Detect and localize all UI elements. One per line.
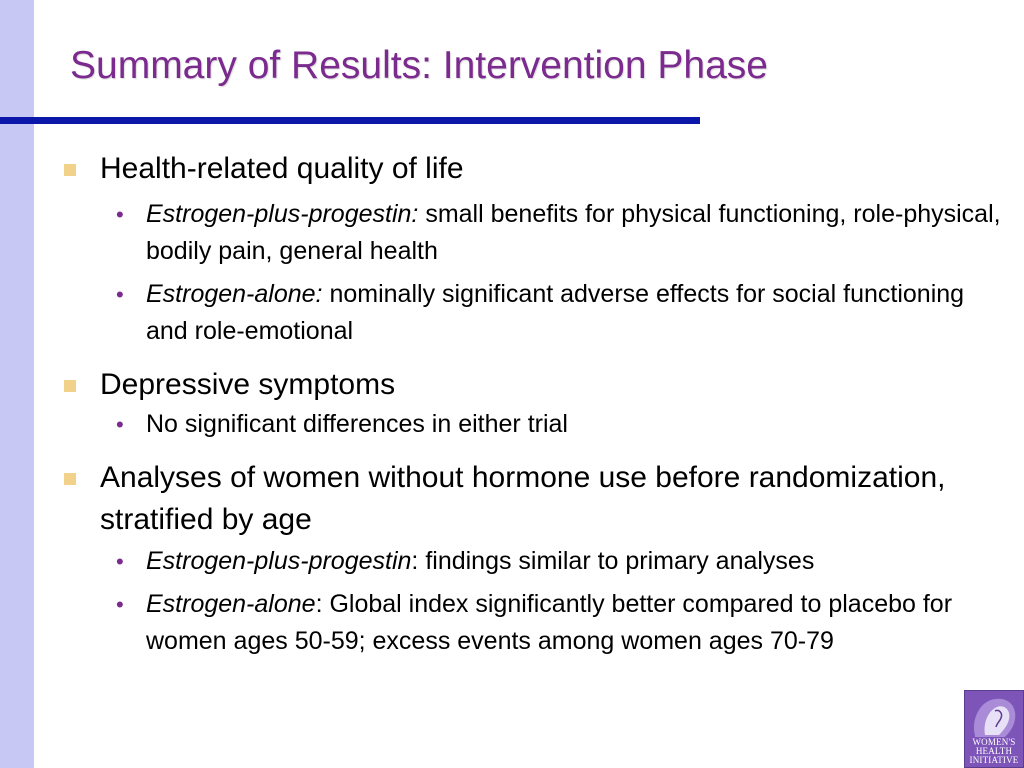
sub-bullet-item bbox=[62, 276, 1002, 350]
sub-bullet-item bbox=[62, 586, 1002, 660]
bullet-item-analyses bbox=[62, 457, 1002, 541]
bullet-item-depressive-symptoms bbox=[62, 364, 1002, 406]
bullet-text: Health-related quality of life bbox=[100, 152, 464, 185]
left-accent-bar bbox=[0, 0, 34, 768]
logo-line-1: WOMEN'S bbox=[972, 737, 1016, 747]
sub-bullet-text: : Global index significantly better compared to placebo for women ages 50-59; excess events among women ages 70-79 bbox=[146, 590, 953, 655]
sub-bullet-text: nominally significant adverse effects for social functioning and role-emotional bbox=[146, 280, 965, 345]
bullet-item-health-quality bbox=[62, 148, 1002, 190]
profile-silhouette-icon bbox=[965, 691, 1023, 741]
sub-bullet-lead: Estrogen-alone: bbox=[146, 280, 323, 308]
sub-bullet-item bbox=[62, 406, 1002, 443]
dot-bullet-icon: • bbox=[116, 282, 124, 307]
bullet-text: Analyses of women without hormone use before randomization, stratified by age bbox=[100, 461, 946, 536]
dot-bullet-icon: • bbox=[116, 202, 124, 227]
logo-line-2: HEALTH bbox=[975, 746, 1013, 756]
logo-text bbox=[965, 738, 1023, 765]
dot-bullet-icon: • bbox=[116, 592, 124, 617]
bullet-text: Depressive symptoms bbox=[100, 368, 396, 401]
sub-bullet-lead: Estrogen-plus-progestin: bbox=[146, 200, 419, 228]
dot-bullet-icon: • bbox=[116, 549, 124, 574]
sub-bullet-text: : findings similar to primary analyses bbox=[411, 547, 815, 575]
sub-bullet-lead: Estrogen-alone bbox=[146, 590, 316, 618]
square-bullet-icon bbox=[64, 380, 76, 392]
sub-bullet-lead: Estrogen-plus-progestin bbox=[146, 547, 412, 575]
sub-bullet-item bbox=[62, 196, 1002, 270]
square-bullet-icon bbox=[64, 164, 76, 176]
square-bullet-icon bbox=[64, 473, 76, 485]
sub-bullet-item bbox=[62, 543, 1002, 580]
womens-health-initiative-logo bbox=[964, 690, 1024, 768]
sub-bullet-text: small benefits for physical functioning, role-physical, bodily pain, general health bbox=[146, 200, 1001, 265]
sub-bullet-text: No significant differences in either trial bbox=[146, 410, 568, 438]
logo-line-3: INITIATIVE bbox=[969, 755, 1019, 765]
bullet-list bbox=[62, 148, 1002, 660]
title-underline bbox=[0, 117, 700, 124]
dot-bullet-icon: • bbox=[116, 412, 124, 437]
slide-title: Summary of Results: Intervention Phase bbox=[70, 44, 768, 87]
